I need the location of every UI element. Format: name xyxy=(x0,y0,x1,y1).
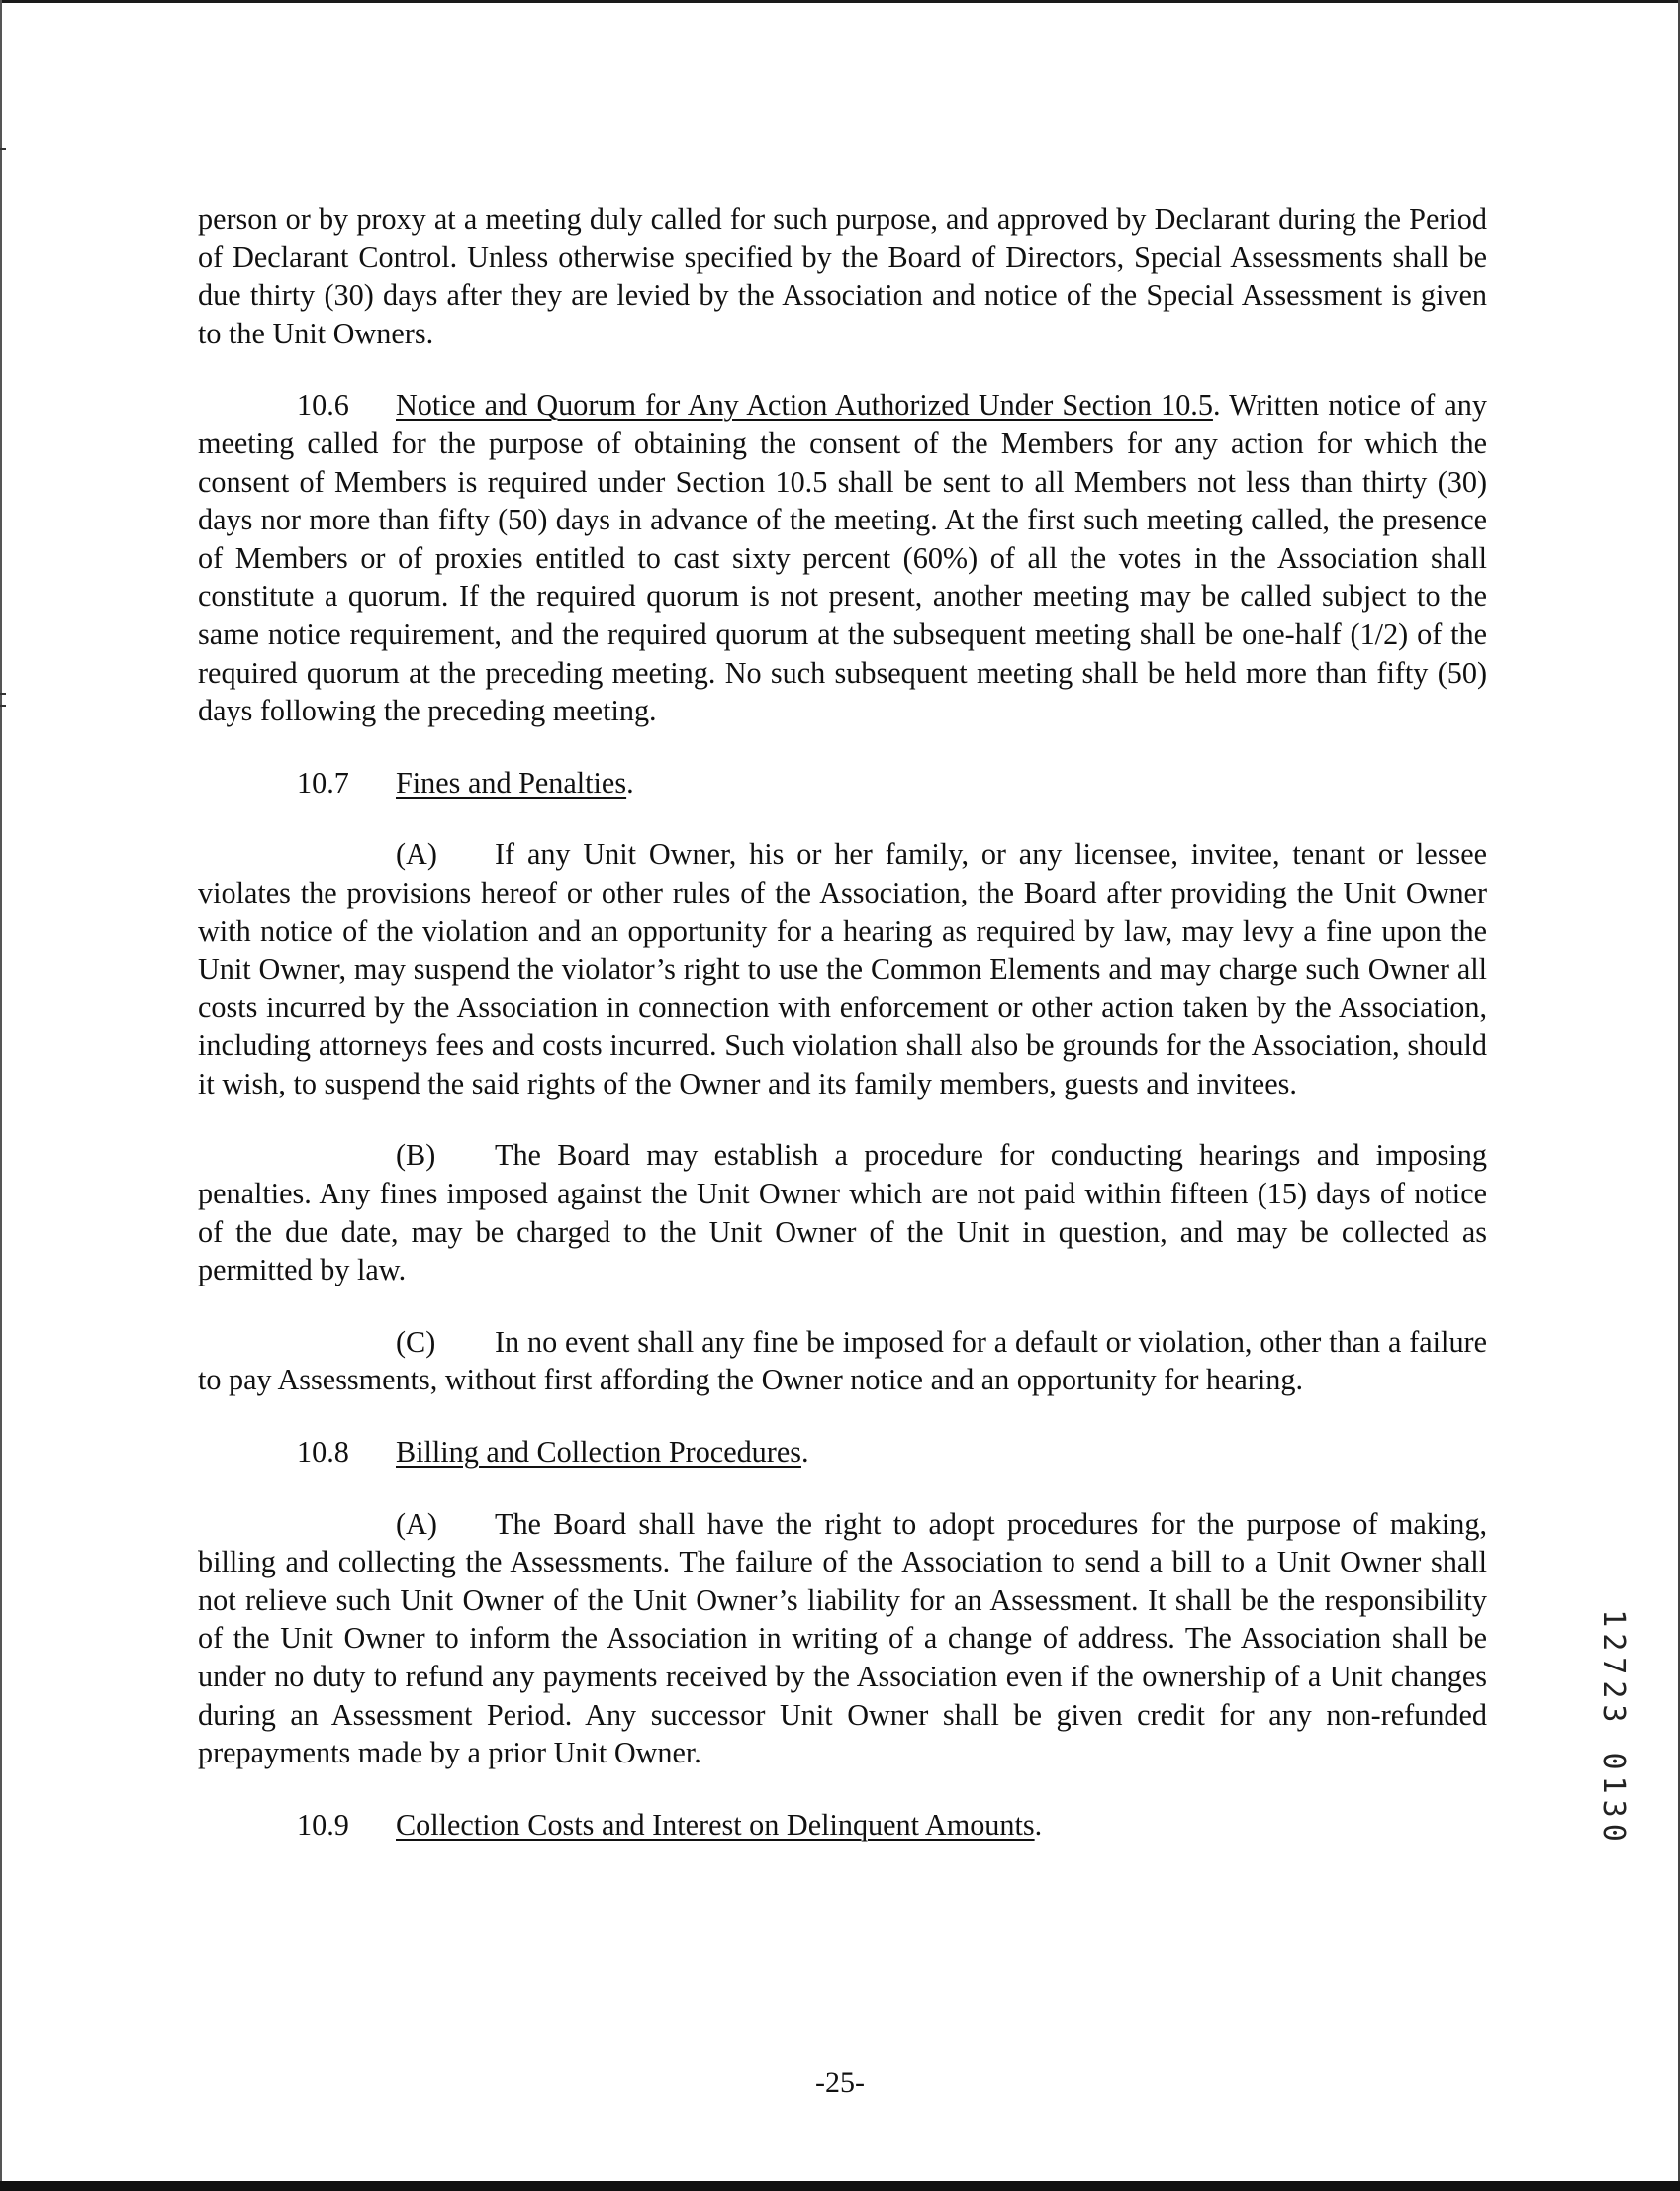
subsection-text: The Board shall have the right to adopt procedures for the purpose of making, billing and collecting the Assessments. The failure of the Association to send a bill to a Unit Owner shall not relieve such Unit Owner of the Unit Owner’s liability for an Assessment. It shall be the responsibility of the Unit Owner to inform the Association in writing of a change of address. The Association shall be under no duty to refund any payments received by the Association even if the ownership of a Unit changes during an Assessment Period. Any successor Unit Owner shall be given credit for any non-refunded prepayments made by a prior Unit Owner. xyxy=(198,1506,1487,1770)
scan-bottom-border xyxy=(0,2181,1680,2191)
section-10-8-subsection-a xyxy=(198,1505,1487,1772)
subsection-label: (C) xyxy=(396,1324,436,1359)
section-10-7-subsection-c xyxy=(198,1323,1487,1399)
subsection-text: The Board may establish a procedure for conducting hearings and imposing penalties. Any fines imposed against the Unit Owner which are not paid within fifteen (15) days of notice of the due date, may be charged to the Unit Owner of the Unit in question, and may be collected as permitted by law. xyxy=(198,1138,1487,1287)
section-heading: Billing and Collection Procedures xyxy=(396,1435,801,1470)
page-number: -25- xyxy=(815,2066,865,2099)
document-page xyxy=(198,200,1487,1844)
section-10-7-subsection-b xyxy=(198,1136,1487,1288)
section-10-9-heading xyxy=(198,1806,1487,1845)
subsection-label: (A) xyxy=(396,1506,437,1541)
scan-mark xyxy=(0,693,6,695)
section-number: 10.8 xyxy=(297,1435,349,1470)
heading-period: . xyxy=(626,765,634,800)
section-10-7-heading xyxy=(198,764,1487,803)
paragraph-text: person or by proxy at a meeting duly called for such purpose, and approved by Declarant during the Period of Declarant Control. Unless otherwise specified by the Board of Directors, Special Assessments shall be due thirty (30) days after they are levied by the Association and notice of the Special Assessment is given to the Unit Owners. xyxy=(198,202,1487,350)
recording-stamp xyxy=(1583,1594,1642,1861)
section-number: 10.7 xyxy=(297,765,349,800)
recording-stamp-text: 12723 0130 xyxy=(1595,1608,1631,1848)
heading-period: . xyxy=(1034,1807,1043,1842)
section-number: 10.9 xyxy=(297,1807,349,1842)
subsection-label: (B) xyxy=(396,1138,436,1173)
paragraph-continuation xyxy=(198,200,1487,352)
section-heading: Notice and Quorum for Any Action Authorized Under Section 10.5 xyxy=(396,388,1213,423)
subsection-text: In no event shall any fine be imposed for a default or violation, other than a failure to pay Assessments, without first affording the Owner notice and an opportunity for hearing. xyxy=(198,1324,1487,1397)
section-10-6 xyxy=(198,386,1487,729)
section-heading: Collection Costs and Interest on Delinquent Amounts xyxy=(396,1807,1035,1842)
section-10-7-subsection-a xyxy=(198,835,1487,1102)
scan-left-edge xyxy=(0,0,2,2181)
section-10-8-heading xyxy=(198,1433,1487,1472)
section-heading: Fines and Penalties xyxy=(396,765,627,800)
subsection-label: (A) xyxy=(396,837,437,872)
scan-top-border xyxy=(0,0,1680,3)
subsection-text: If any Unit Owner, his or her family, or any licensee, invitee, tenant or lessee violates the provisions hereof or other rules of the Association, the Board after providing the Unit Owner with notice of the violation and an opportunity for a hearing as required by law, may levy a fine upon the Unit Owner, may suspend the violator’s right to use the Common Elements and may charge such Owner all costs incurred by the Association in connection with enforcement or other action taken by the Association, including attorneys fees and costs incurred. Such violation shall also be grounds for the Association, should it wish, to suspend the said rights of the Owner and its family members, guests and invitees. xyxy=(198,837,1487,1100)
section-number: 10.6 xyxy=(297,388,349,423)
section-body: Written notice of any meeting called for the purpose of obtaining the consent of the Members for any action for which the consent of Members is required under Section 10.5 shall be sent to all Members not less than thirty (30) days nor more than fifty (50) days in advance of the meeting. At the first such meeting called, the presence of Members or of proxies entitled to cast sixty percent (60%) of all the votes in the Association shall constitute a quorum. If the required quorum is not present, another meeting may be called subject to the same notice requirement, and the required quorum at the subsequent meeting shall be one-half (1/2) of the required quorum at the preceding meeting. No such subsequent meeting shall be held more than fifty (50) days following the preceding meeting. xyxy=(198,388,1487,728)
heading-period: . xyxy=(1212,388,1221,423)
scan-mark xyxy=(0,705,6,707)
scan-mark xyxy=(0,148,6,150)
heading-period: . xyxy=(800,1435,809,1470)
